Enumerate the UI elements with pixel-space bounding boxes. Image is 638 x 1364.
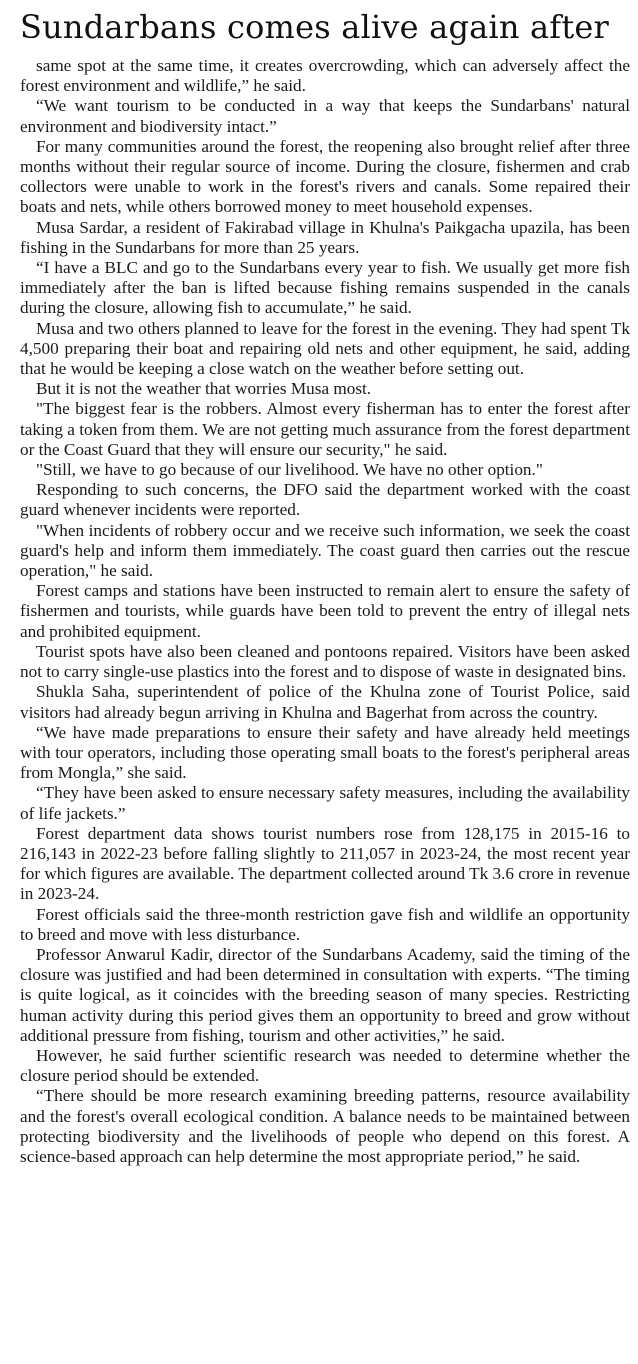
paragraph-17: Forest department data shows tourist numbers rose from 128,175 in 2015-16 to 216,143 in 2022-23 before falling slightly to 211,057 in 2023-24, the most recent year for which figures are available. The department collected around Tk 3.6 crore in revenue in 2023-24. (20, 823, 630, 904)
paragraph-12: Forest camps and stations have been instructed to remain alert to ensure the safety of fishermen and tourists, while guards have been told to prevent the entry of illegal nets and prohibited equipment. (20, 581, 630, 641)
paragraph-9: "Still, we have to go because of our livelihood. We have no other option." (36, 460, 543, 480)
paragraph-20: However, he said further scientific research was needed to determine whether the closure period should be extended. (20, 1045, 630, 1086)
paragraph-14: Shukla Saha, superintendent of police of the Khulna zone of Tourist Police, said visitors had already begun arriving in Khulna and Bagerhat from across the country. (20, 682, 630, 722)
paragraph-5: “I have a BLC and go to the Sundarbans every year to fish. We usually get more fish immediately after the ban is lifted because fishing remains suspended in the canals during the closure, allowing fish to accumulate,” he said. (20, 258, 630, 318)
paragraph-13: Tourist spots have also been cleaned and pontoons repaired. Visitors have been asked not to carry single-use plastics into the forest and to dispose of waste in designated bins. (20, 641, 630, 682)
paragraph-4: Musa Sardar, a resident of Fakirabad village in Khulna's Paikgacha upazila, has been fishing in the Sundarbans for more than 25 years. (20, 217, 630, 257)
paragraph-10: Responding to such concerns, the DFO said the department worked with the coast guard whenever incidents were reported. (20, 480, 630, 520)
paragraph-16: “They have been asked to ensure necessary safety measures, including the availability of life jackets.” (20, 783, 630, 823)
paragraph-8: "The biggest fear is the robbers. Almost every fisherman has to enter the forest after taking a token from them. We are not getting much assurance from the forest department or the Coast Guard that they will ensure our security," he said. (20, 399, 630, 459)
paragraph-1: same spot at the same time, it creates overcrowding, which can adversely affect the forest environment and wildlife,” he said. (20, 56, 630, 96)
paragraph-11: "When incidents of robbery occur and we receive such information, we seek the coast guard's help and inform them immediately. The coast guard then carries out the rescue operation," he said. (20, 520, 630, 581)
paragraph-18: Forest officials said the three-month restriction gave fish and wildlife an opportunity to breed and move with less disturbance. (20, 904, 630, 944)
paragraph-2: “We want tourism to be conducted in a way that keeps the Sundarbans' natural environment and biodiversity intact.” (20, 96, 630, 136)
paragraph-3: For many communities around the forest, the reopening also brought relief after three months without their regular source of income. During the closure, fishermen and crab collectors were unable to work in the forest's rivers and canals. Some repaired their boats and nets, while others borrowed money to meet household expenses. (20, 136, 630, 217)
paragraph-7: But it is not the weather that worries Musa most. (36, 379, 372, 399)
article-body (20, 56, 630, 1167)
paragraph-15: “We have made preparations to ensure their safety and have already held meetings with tour operators, including those operating small boats to the forest's peripheral areas from Mongla,” she said. (20, 722, 630, 783)
paragraph-21: “There should be more research examining breeding patterns, resource availability and the forest's overall ecological condition. A balance needs to be maintained between protecting biodiversity and the livelihoods of people who depend on this forest. A science-based approach can help determine the most appropriate period,” he said. (20, 1086, 630, 1166)
paragraph-6: Musa and two others planned to leave for the forest in the evening. They had spent Tk 4,500 preparing their boat and repairing old nets and other equipment, he said, adding that he would be keeping a close watch on the weather before setting out. (20, 318, 630, 379)
headline: Sundarbans comes alive again after (20, 8, 610, 46)
paragraph-19: Professor Anwarul Kadir, director of the Sundarbans Academy, said the timing of the closure was justified and had been determined in consultation with experts. “The timing is quite logical, as it coincides with the breeding season of many species. Restricting human activity during this period gives them an opportunity to breed and grow without additional pressure from fishing, tourism and other activities,” he said. (20, 944, 630, 1045)
